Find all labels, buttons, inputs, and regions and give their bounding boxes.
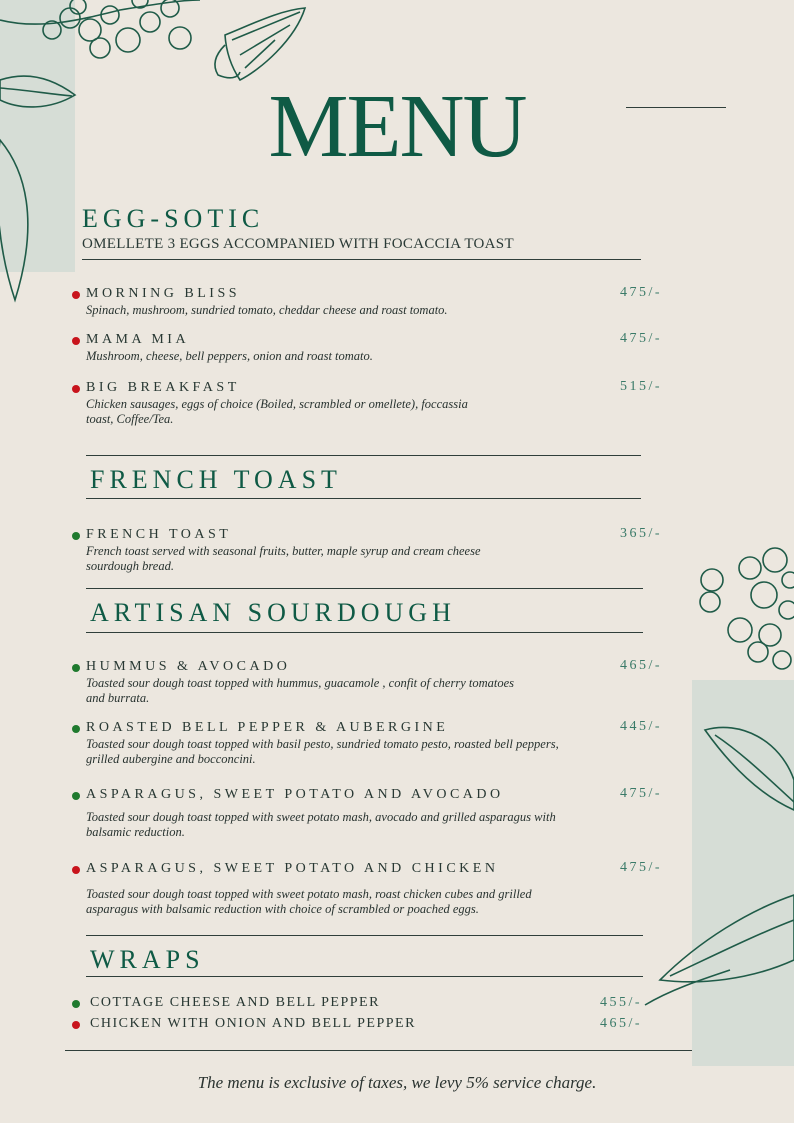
item-name: MORNING BLISS xyxy=(86,286,241,301)
section-title-egg: EGG-SOTIC xyxy=(82,204,265,233)
veg-dot-icon xyxy=(72,664,80,672)
item-name: BIG BREAKFAST xyxy=(86,380,240,395)
item-name: CHICKEN WITH ONION AND BELL PEPPER xyxy=(90,1016,416,1031)
item-description: French toast served with seasonal fruits, butter, maple syrup and cream cheese sourdough bread. xyxy=(86,544,481,573)
item-name: FRENCH TOAST xyxy=(86,527,232,542)
section-divider xyxy=(86,976,643,977)
item-price: 475/- xyxy=(619,331,662,346)
section-divider xyxy=(86,498,641,499)
item-price: 515/- xyxy=(619,379,662,394)
item-description: Toasted sour dough toast topped with basil pesto, sundried tomato pesto, roasted bell peppers, grilled aubergine and bocconcini. xyxy=(86,737,559,766)
section-divider xyxy=(86,632,643,633)
item-description: Toasted sour dough toast topped with sweet potato mash, avocado and grilled asparagus with balsamic reduction. xyxy=(86,810,556,839)
item-price: 465/- xyxy=(619,658,662,673)
item-name: MAMA MIA xyxy=(86,332,190,347)
item-price: 465/- xyxy=(599,1016,642,1031)
item-description: Chicken sausages, eggs of choice (Boiled, scrambled or omellete), foccassia toast, Coffee/Tea. xyxy=(86,397,468,426)
section-title-wraps: WRAPS xyxy=(90,945,205,974)
item-description: Spinach, mushroom, sundried tomato, cheddar cheese and roast tomato. xyxy=(86,303,448,317)
section-divider xyxy=(82,259,641,260)
item-price: 445/- xyxy=(619,719,662,734)
menu-title: MENU xyxy=(268,77,526,176)
veg-dot-icon xyxy=(72,1000,80,1008)
item-name: COTTAGE CHEESE AND BELL PEPPER xyxy=(90,995,380,1010)
item-name: ROASTED BELL PEPPER & AUBERGINE xyxy=(86,720,449,735)
section-title-sourdough: ARTISAN SOURDOUGH xyxy=(90,598,456,627)
item-price: 365/- xyxy=(619,526,662,541)
veg-dot-icon xyxy=(72,792,80,800)
nonveg-dot-icon xyxy=(72,385,80,393)
nonveg-dot-icon xyxy=(72,291,80,299)
section-title-french-toast: FRENCH TOAST xyxy=(90,465,342,494)
section-divider xyxy=(86,935,643,936)
footer-divider xyxy=(65,1050,692,1051)
veg-dot-icon xyxy=(72,725,80,733)
item-price: 475/- xyxy=(619,786,662,801)
item-description: Toasted sour dough toast topped with hummus, guacamole , confit of cherry tomatoes and burrata. xyxy=(86,676,514,705)
nonveg-dot-icon xyxy=(72,866,80,874)
nonveg-dot-icon xyxy=(72,1021,80,1029)
nonveg-dot-icon xyxy=(72,337,80,345)
footer-note: The menu is exclusive of taxes, we levy 5% service charge. xyxy=(197,1073,597,1092)
item-price: 475/- xyxy=(619,860,662,875)
item-price: 475/- xyxy=(619,285,662,300)
header-divider xyxy=(626,107,726,108)
section-divider xyxy=(86,588,643,589)
item-price: 455/- xyxy=(599,995,642,1010)
veg-dot-icon xyxy=(72,532,80,540)
item-name: ASPARAGUS, SWEET POTATO AND AVOCADO xyxy=(86,787,504,802)
item-name: ASPARAGUS, SWEET POTATO AND CHICKEN xyxy=(86,861,499,876)
item-description: Mushroom, cheese, bell peppers, onion and roast tomato. xyxy=(86,349,373,363)
item-description: Toasted sour dough toast topped with sweet potato mash, roast chicken cubes and grilled asparagus with balsamic reduction with choice of scrambled or poached eggs. xyxy=(86,887,532,916)
section-subtitle-egg: OMELLETE 3 EGGS ACCOMPANIED WITH FOCACCIA TOAST xyxy=(82,236,514,252)
section-divider xyxy=(86,455,641,456)
leaf-berry-illustration xyxy=(640,540,794,1010)
item-name: HUMMUS & AVOCADO xyxy=(86,659,291,674)
